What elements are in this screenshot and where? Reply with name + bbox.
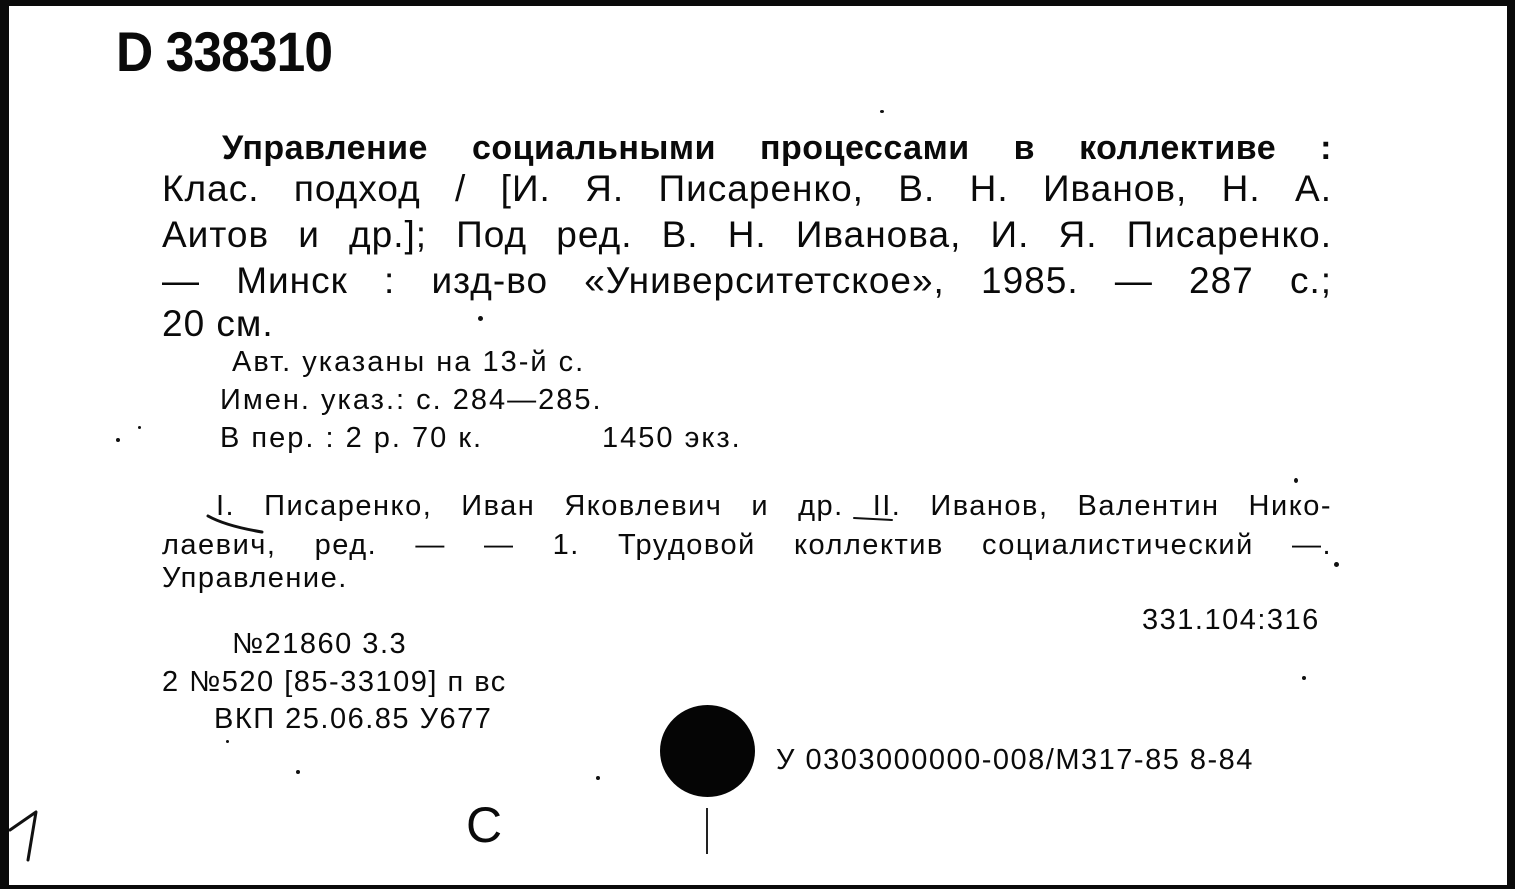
scan-speck bbox=[880, 110, 884, 113]
scan-edge-bottom bbox=[0, 885, 1515, 889]
scan-speck bbox=[596, 776, 600, 780]
vkp-line: ВКП 25.06.85 У677 bbox=[214, 703, 493, 735]
call-number: D 338310 bbox=[116, 20, 333, 83]
scan-edge-left bbox=[0, 0, 9, 889]
description-line-1: Клас. подход / [И. Я. Писаренко, В. Н. Иванов, Н. А. bbox=[162, 168, 1332, 209]
ink-blot bbox=[660, 705, 755, 797]
scan-edge-top bbox=[0, 0, 1515, 6]
tracing-line-3: Управление. bbox=[162, 562, 348, 594]
bbk-code: У 0303000000-008/М317-85 8-84 bbox=[776, 744, 1254, 776]
scan-speck bbox=[226, 740, 229, 743]
description-line-2: Аитов и др.]; Под ред. В. Н. Иванова, И. Я. Писаренко. bbox=[162, 214, 1332, 255]
scan-speck bbox=[1302, 676, 1306, 680]
scan-speck bbox=[1334, 562, 1339, 567]
tracing-line-1: I. Писаренко, Иван Яковлевич и др. II. Иванов, Валентин Нико- bbox=[216, 490, 1332, 522]
scan-speck bbox=[296, 770, 300, 774]
scan-speck bbox=[478, 316, 483, 321]
tracing-line-2: лаевич, ред. — — 1. Трудовой коллектив социалистический —. bbox=[162, 529, 1332, 561]
order-line: 2 №520 [85-33109] п вс bbox=[162, 666, 507, 698]
scan-edge-right bbox=[1507, 0, 1515, 889]
scan-speck bbox=[1294, 478, 1298, 483]
record-number: №21860 3.3 bbox=[232, 628, 408, 660]
note-copies: 1450 экз. bbox=[602, 422, 742, 454]
description-line-3: — Минск : изд-во «Университетское», 1985. — 287 с.; bbox=[162, 260, 1332, 301]
scan-speck bbox=[138, 426, 141, 429]
handwritten-one-mark bbox=[6, 808, 56, 864]
classification-code: 331.104:316 bbox=[1142, 604, 1320, 636]
pencil-tick-mark bbox=[706, 808, 708, 854]
letter-c: С bbox=[466, 797, 503, 853]
note-index: Имен. указ.: с. 284—285. bbox=[220, 384, 603, 416]
description-line-4: 20 см. bbox=[162, 303, 274, 344]
note-authors: Авт. указаны на 13-й с. bbox=[232, 346, 586, 378]
pencil-underline-mark bbox=[206, 512, 266, 534]
title-heading: Управление социальными процессами в коллективе : bbox=[222, 129, 1332, 167]
scan-speck bbox=[116, 438, 120, 442]
pencil-underline-mark bbox=[852, 512, 896, 526]
note-binding-price: В пер. : 2 р. 70 к. bbox=[220, 422, 484, 454]
